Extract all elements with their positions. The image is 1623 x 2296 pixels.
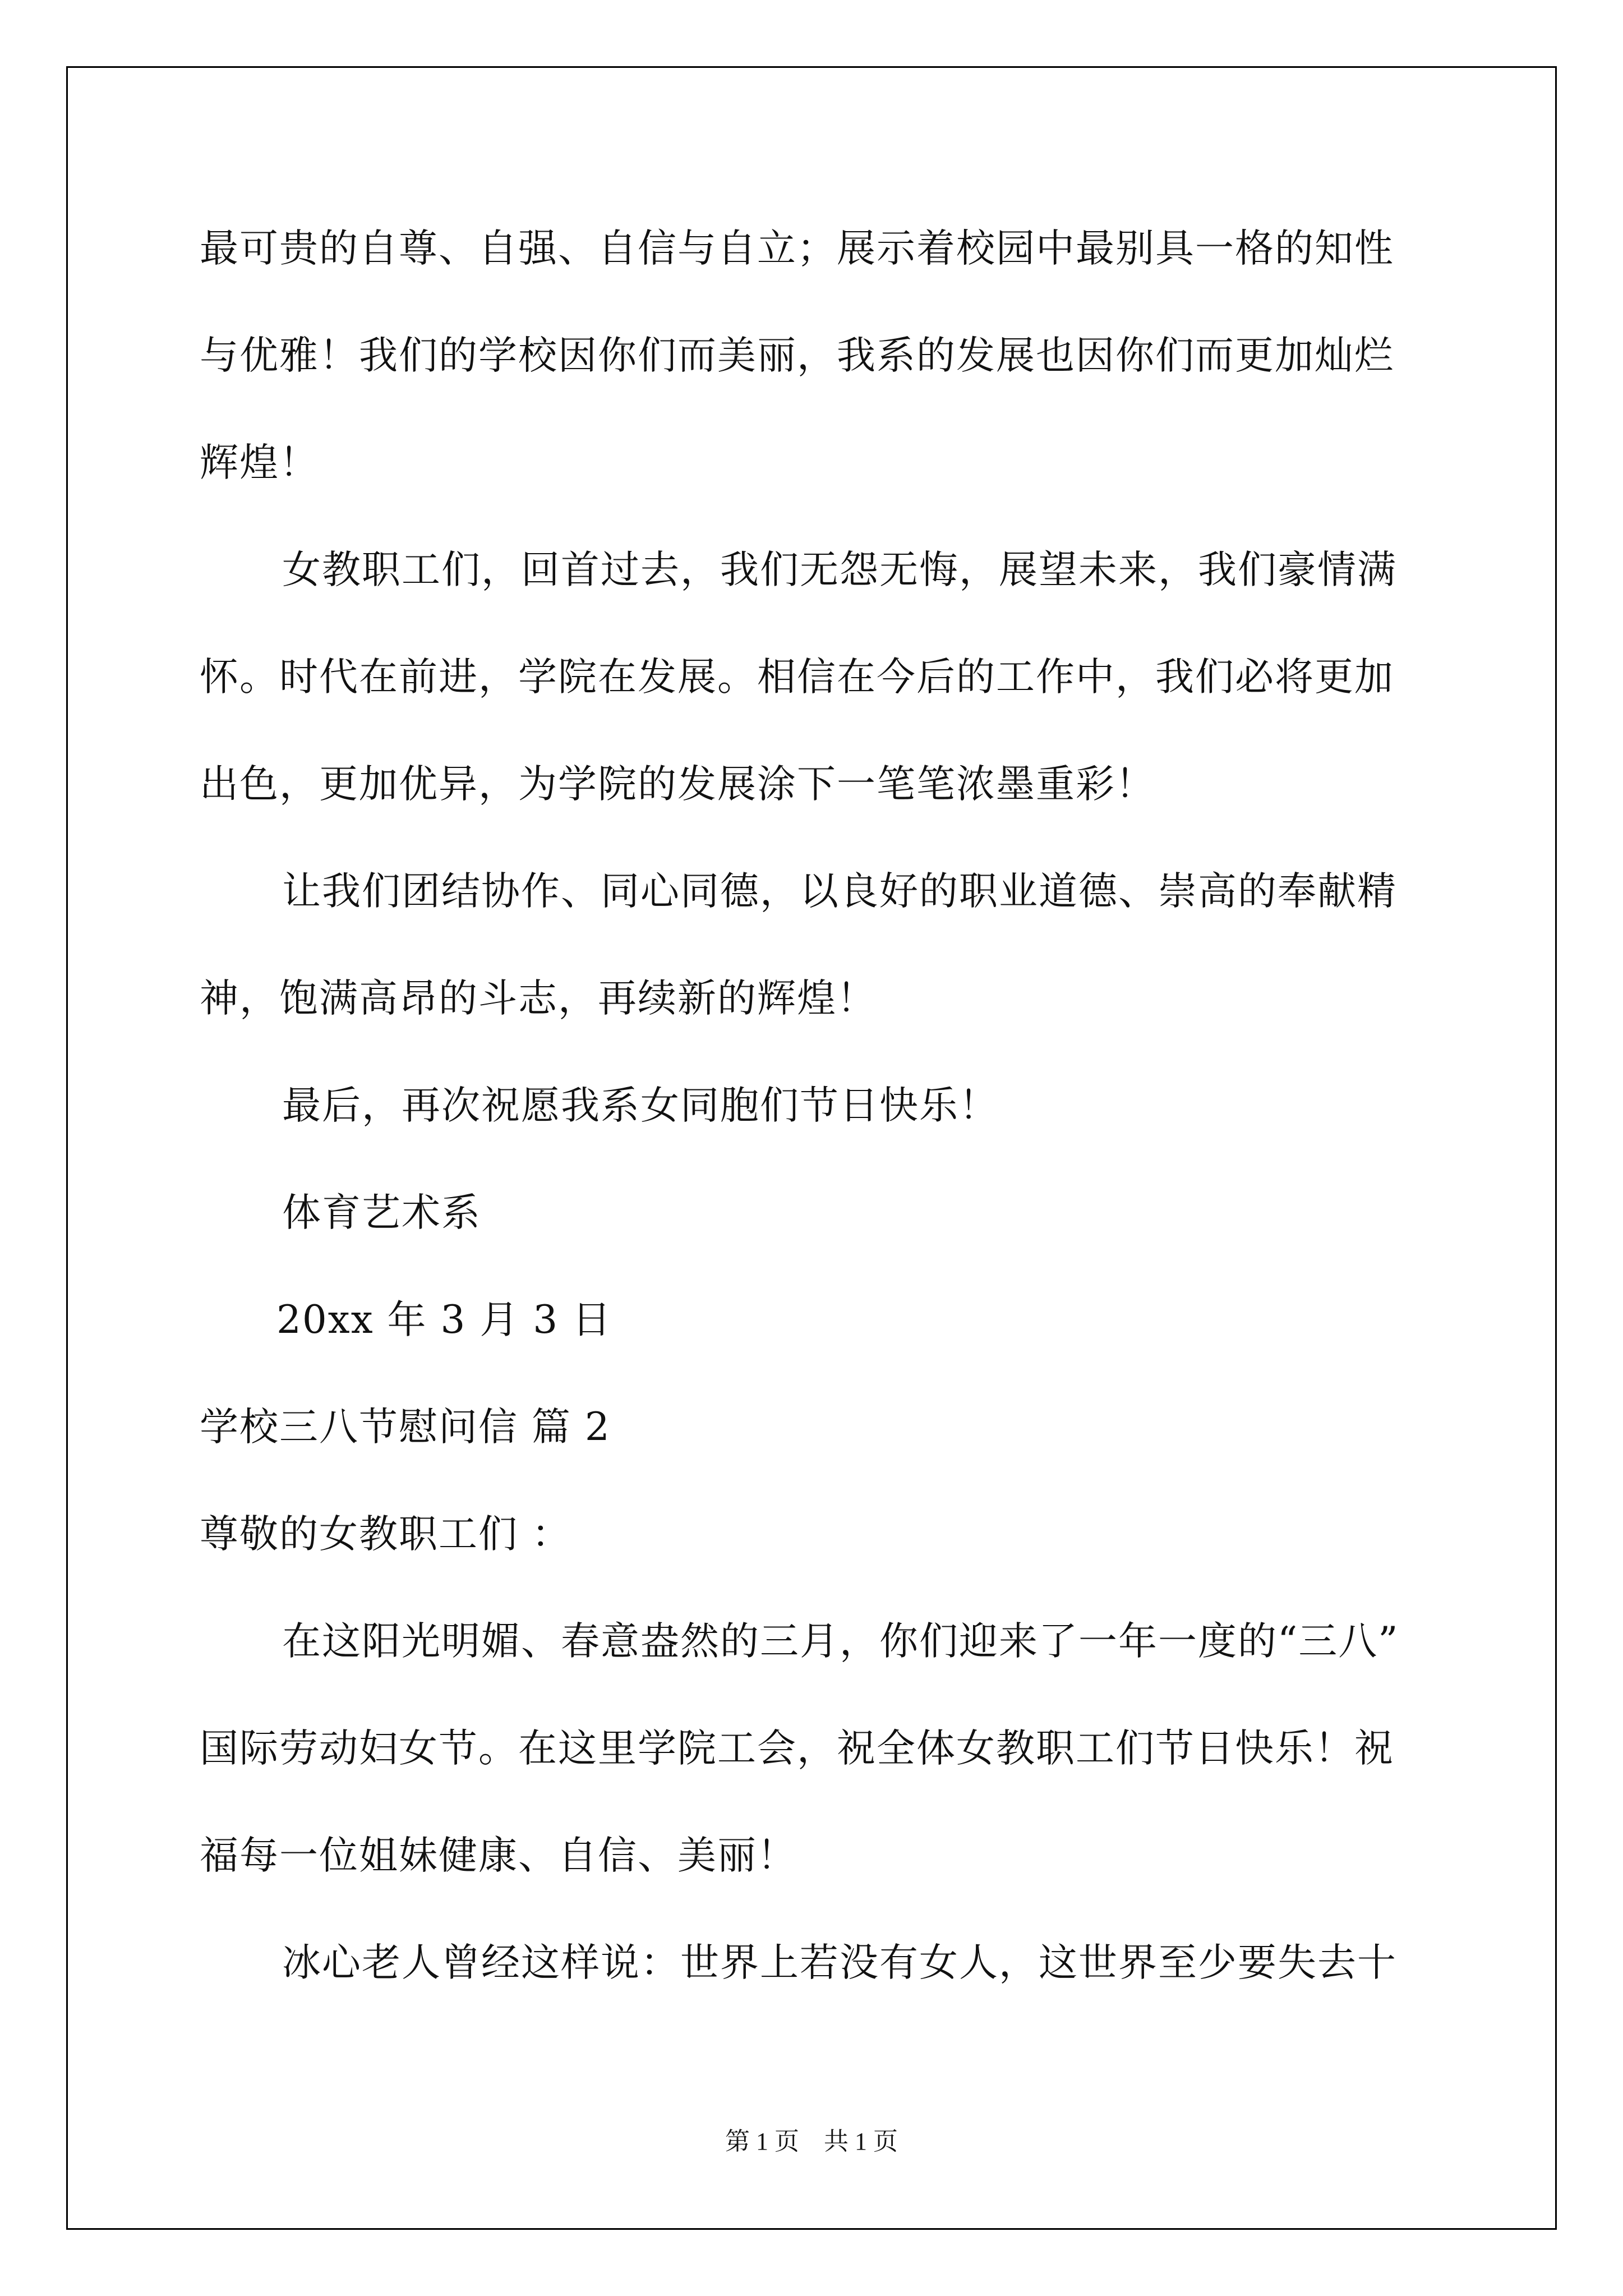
page-footer: 第 1 页 共 1 页: [725, 2128, 898, 2155]
text-line: 国际劳动妇女节。在这里学院工会，祝全体女教职工们节日快乐！祝: [200, 1726, 1394, 1771]
text-line: 与优雅！我们的学校因你们而美丽，我系的发展也因你们而更加灿烂: [200, 333, 1394, 378]
signature-department: 体育艺术系: [282, 1190, 481, 1235]
signature-date: 20xx 年 3 月 3 日: [276, 1297, 612, 1342]
text-line: 神，饱满高昂的斗志，再续新的辉煌！: [200, 976, 877, 1021]
text-line: 出色，更加优异，为学院的发展涂下一笔笔浓墨重彩！: [200, 762, 1155, 807]
section-heading: 学校三八节慰问信 篇 2: [200, 1405, 611, 1450]
text-line: 女教职工们，回首过去，我们无怨无悔，展望未来，我们豪情满: [282, 547, 1397, 592]
text-line: 最可贵的自尊、自强、自信与自立；展示着校园中最别具一格的知性: [200, 226, 1394, 271]
text-line: 辉煌！: [200, 440, 319, 485]
text-line: 冰心老人曾经这样说：世界上若没有女人，这世界至少要失去十: [282, 1940, 1397, 1985]
text-line: 在这阳光明媚、春意盎然的三月，你们迎来了一年一度的“三八”: [282, 1619, 1399, 1664]
text-line: 让我们团结协作、同心同德，以良好的职业道德、崇高的奉献精: [282, 869, 1397, 914]
text-line: 福每一位姐妹健康、自信、美丽！: [200, 1833, 797, 1878]
text-line: 怀。时代在前进，学院在发展。相信在今后的工作中，我们必将更加: [200, 655, 1394, 700]
salutation: 尊敬的女教职工们 ：: [200, 1512, 571, 1557]
page-border: [66, 66, 1557, 2230]
text-line: 最后，再次祝愿我系女同胞们节日快乐！: [282, 1083, 999, 1128]
